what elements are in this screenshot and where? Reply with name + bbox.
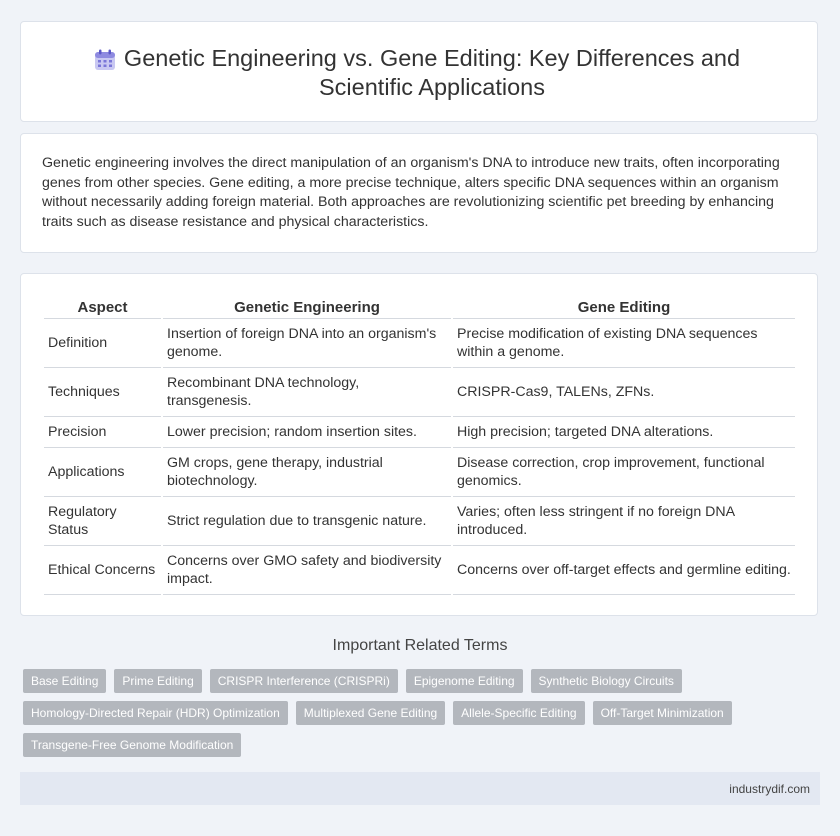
row-genetic-engineering: Recombinant DNA technology, transgenesis. [163, 368, 451, 417]
row-genetic-engineering: Lower precision; random insertion sites. [163, 417, 451, 448]
title-card [20, 21, 818, 122]
row-genetic-engineering: Strict regulation due to transgenic nature. [163, 497, 451, 546]
term-tag[interactable]: CRISPR Interference (CRISPRi) [210, 669, 398, 693]
footer-site[interactable]: industrydif.com [729, 782, 810, 796]
table-row [44, 368, 795, 417]
row-aspect: Ethical Concerns [44, 546, 161, 595]
row-gene-editing: Precise modification of existing DNA sequences within a genome. [453, 319, 795, 368]
table-row [44, 448, 795, 497]
header-aspect: Aspect [44, 296, 161, 319]
intro-paragraph: Genetic engineering involves the direct manipulation of an organism's DNA to introduce new traits, often incorporating genes from other species. Gene editing, a more precise technique, alters specific DNA sequences within an organism without necessarily adding foreign material. Both approaches are revolutionizing scientific pet breeding by enhancing traits such as disease resistance and physical characteristics. [42, 155, 780, 230]
table-row [44, 546, 795, 595]
row-aspect: Techniques [44, 368, 161, 417]
row-aspect: Definition [44, 319, 161, 368]
row-gene-editing: High precision; targeted DNA alterations. [453, 417, 795, 448]
footer [20, 772, 820, 805]
term-tag[interactable]: Off-Target Minimization [593, 701, 732, 725]
row-gene-editing: Varies; often less stringent if no foreign DNA introduced. [453, 497, 795, 546]
table-row [44, 497, 795, 546]
related-terms-list [23, 669, 743, 757]
term-tag[interactable]: Epigenome Editing [406, 669, 523, 693]
row-aspect: Precision [44, 417, 161, 448]
row-genetic-engineering: GM crops, gene therapy, industrial biotechnology. [163, 448, 451, 497]
header-genetic-engineering: Genetic Engineering [163, 296, 451, 319]
row-genetic-engineering: Insertion of foreign DNA into an organism's genome. [163, 319, 451, 368]
term-tag[interactable]: Base Editing [23, 669, 106, 693]
related-terms-title: Important Related Terms [332, 637, 508, 654]
row-aspect: Applications [44, 448, 161, 497]
term-tag[interactable]: Transgene-Free Genome Modification [23, 733, 241, 757]
comparison-card [20, 273, 818, 616]
table-row [44, 417, 795, 448]
row-aspect: Regulatory Status [44, 497, 161, 546]
term-tag[interactable]: Homology-Directed Repair (HDR) Optimization [23, 701, 288, 725]
term-tag[interactable]: Synthetic Biology Circuits [531, 669, 682, 693]
term-tag[interactable]: Prime Editing [114, 669, 201, 693]
comparison-table [42, 296, 797, 595]
page-title: Genetic Engineering vs. Gene Editing: Key Differences and Scientific Applications [123, 45, 741, 100]
row-gene-editing: Concerns over off-target effects and germline editing. [453, 546, 795, 595]
table-row [44, 319, 795, 368]
term-tag[interactable]: Multiplexed Gene Editing [296, 701, 445, 725]
term-tag[interactable]: Allele-Specific Editing [453, 701, 584, 725]
row-gene-editing: Disease correction, crop improvement, functional genomics. [453, 448, 795, 497]
intro-card [20, 133, 818, 253]
table-header-row [44, 296, 795, 319]
header-gene-editing: Gene Editing [453, 296, 795, 319]
row-genetic-engineering: Concerns over GMO safety and biodiversity impact. [163, 546, 451, 595]
row-gene-editing: CRISPR-Cas9, TALENs, ZFNs. [453, 368, 795, 417]
